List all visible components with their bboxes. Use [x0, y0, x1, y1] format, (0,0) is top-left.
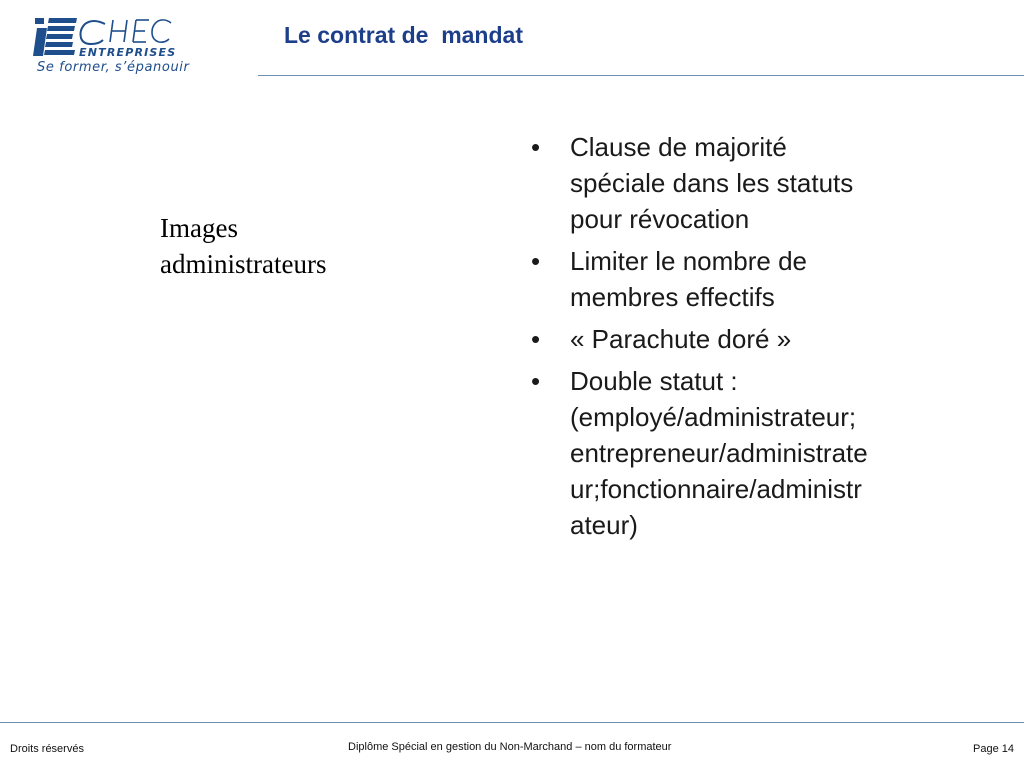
header-divider	[258, 75, 1024, 76]
bullet-text: Clause de majorité spéciale dans les statuts pour révocation	[570, 132, 854, 234]
svg-text:ENTREPRISES: ENTREPRISES	[79, 46, 177, 58]
footer-course-title: Diplôme Spécial en gestion du Non-Marchand – nom du formateur	[348, 741, 672, 753]
list-item	[530, 363, 950, 543]
left-caption-line-2: administrateurs	[160, 249, 327, 279]
left-caption	[160, 210, 460, 282]
left-caption-line-1: Images	[160, 213, 238, 243]
bullet-list	[530, 129, 950, 549]
bullet-dot-icon: •	[531, 132, 541, 162]
footer-divider	[0, 722, 1024, 723]
ichec-logo-mark	[33, 16, 193, 58]
bullet-dot-icon: •	[531, 324, 541, 354]
ichec-logo	[33, 16, 193, 76]
list-item	[530, 321, 950, 357]
logo-tagline: Se former, s’épanouir	[37, 60, 190, 75]
bullet-text: Double statut : (employé/administrateur; entrepreneur/administrate ur;fonctionnaire/administr ateur)	[570, 366, 868, 540]
page-title: Le contrat de mandat	[284, 22, 523, 48]
bullet-dot-icon: •	[531, 366, 541, 396]
bullet-text: Limiter le nombre de membres effectifs	[570, 246, 807, 312]
bullet-dot-icon: •	[531, 246, 541, 276]
page-number: Page 14	[973, 743, 1014, 755]
list-item	[530, 129, 950, 237]
list-item	[530, 243, 950, 315]
bullet-text: « Parachute doré »	[570, 324, 792, 354]
footer-rights: Droits réservés	[10, 743, 84, 755]
